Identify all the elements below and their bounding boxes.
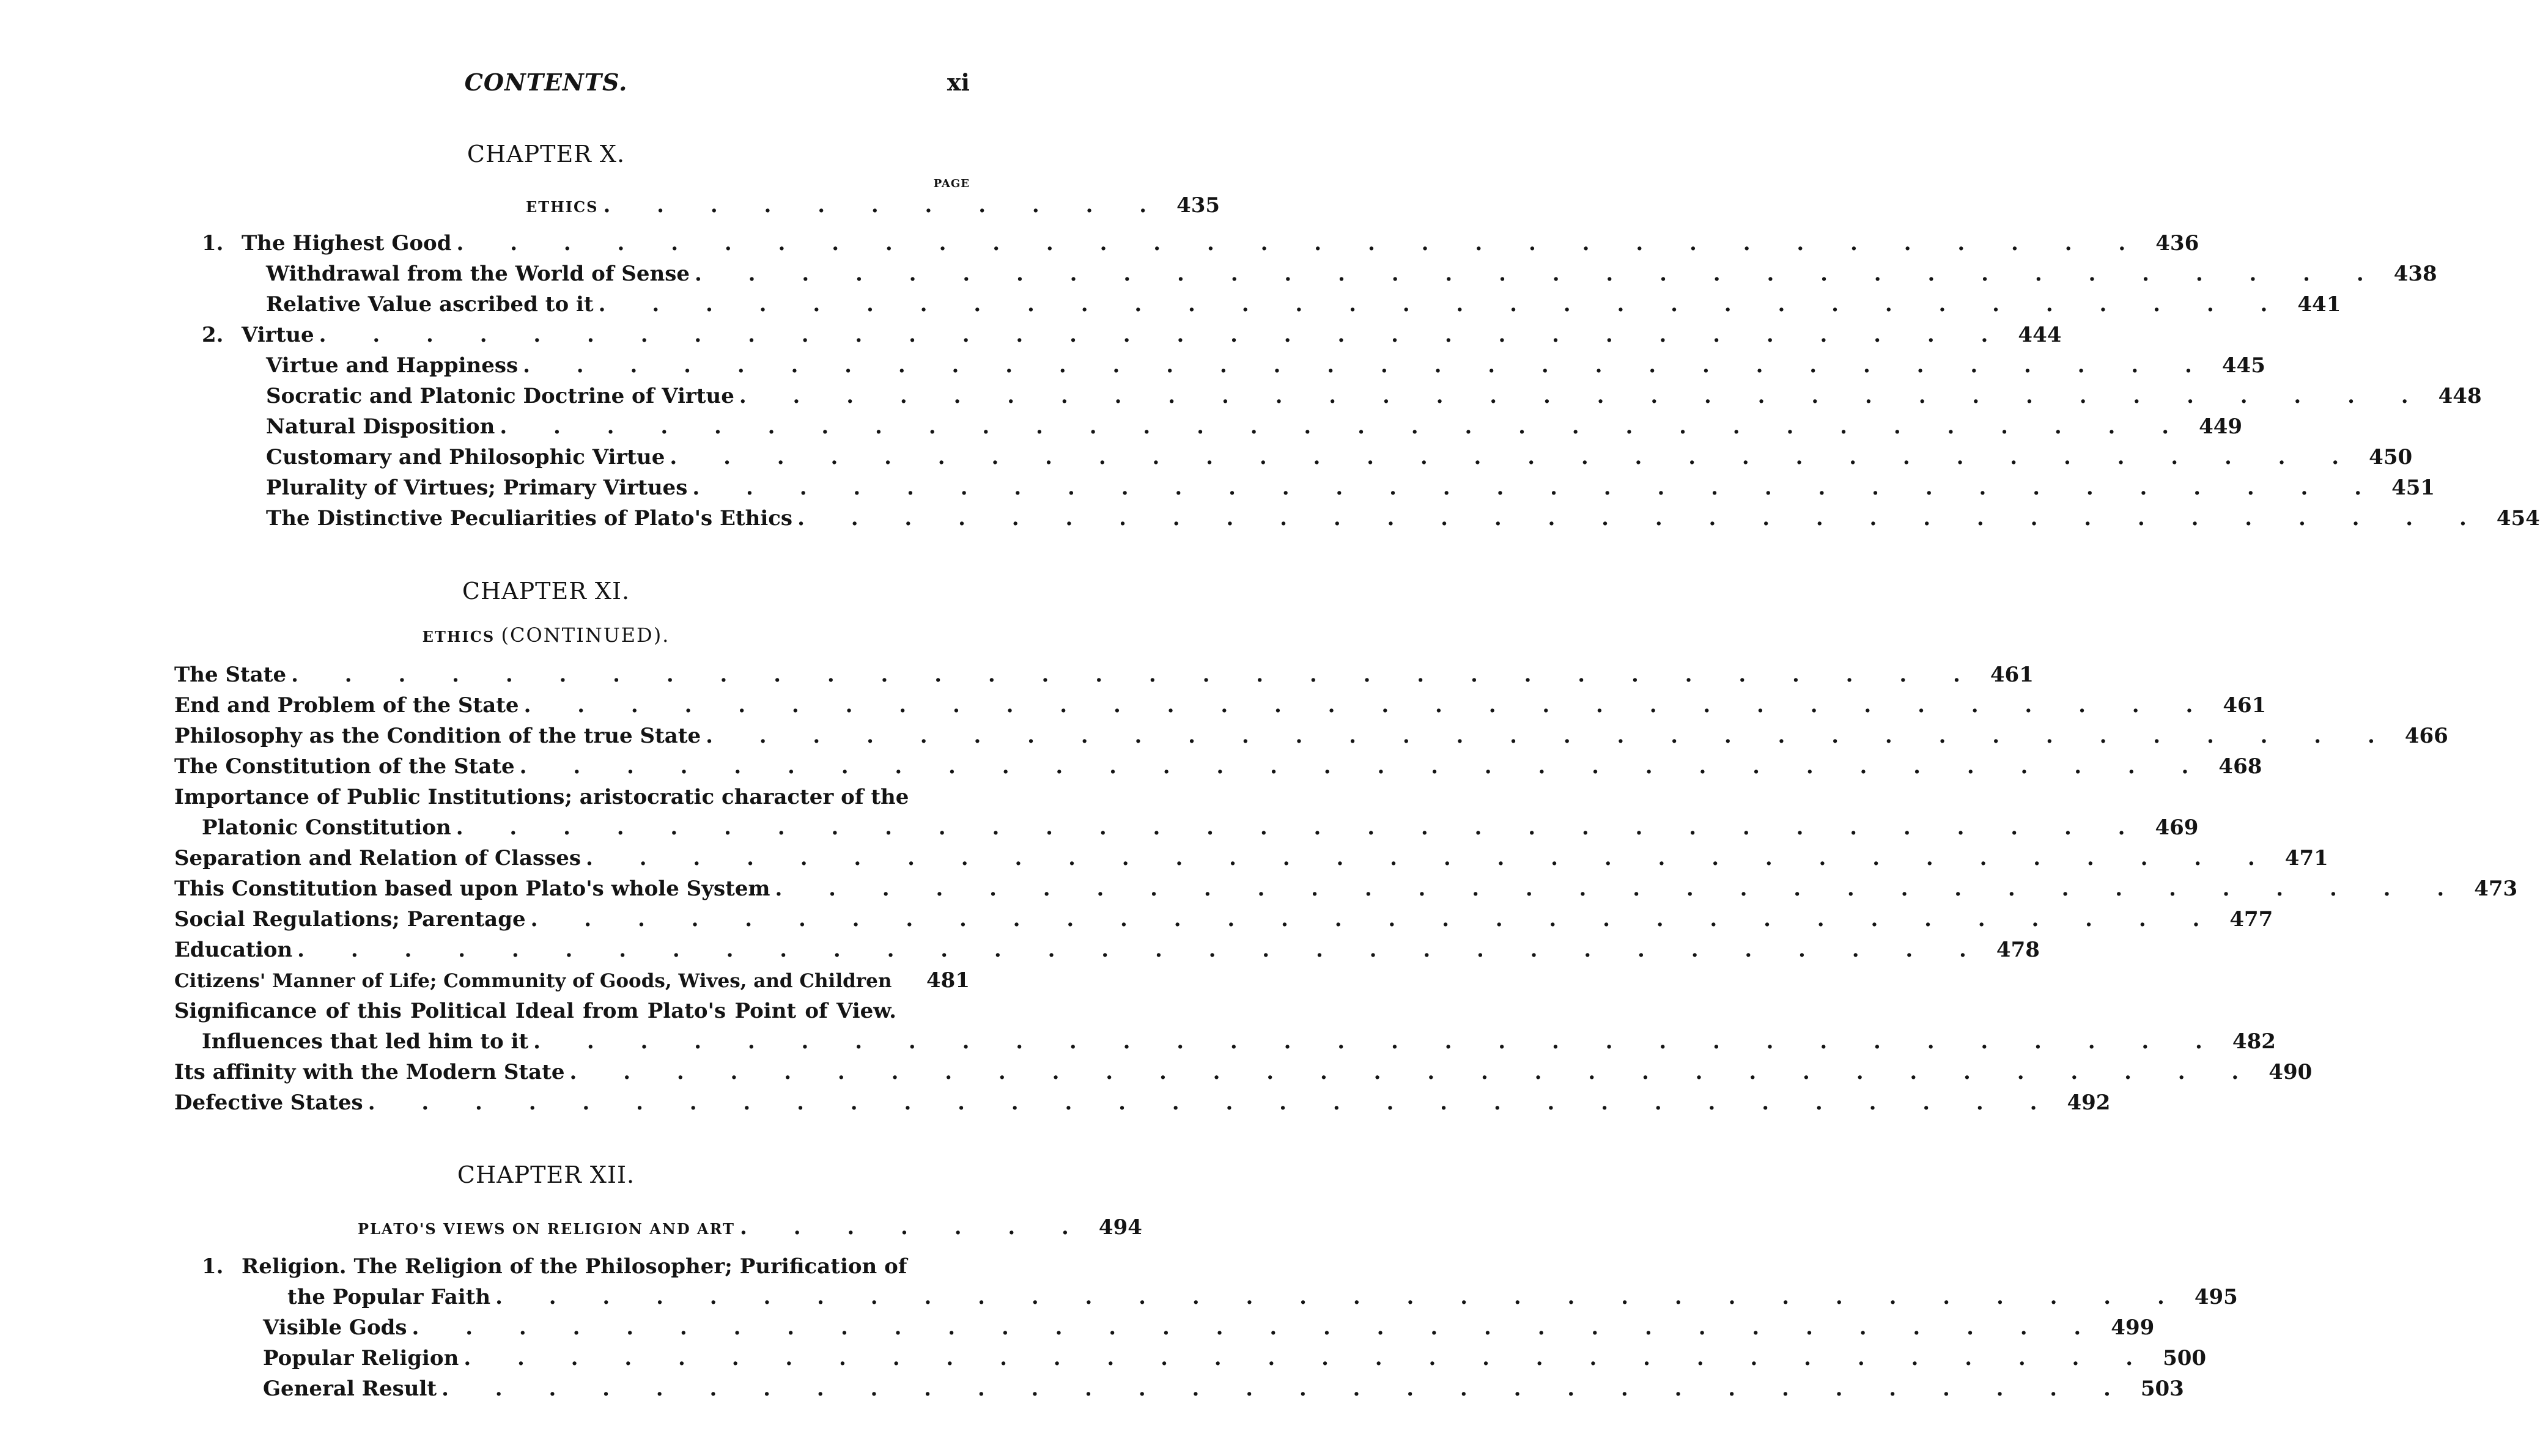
toc-entry [266, 502, 2540, 534]
leader-dots: . . . . . . . . . . . . . . . . . . . . . . . . . . . . . . . . [441, 1377, 2130, 1401]
page-ref: 503 [2140, 1377, 2184, 1401]
toc-entry [266, 350, 2265, 381]
page-ref: 471 [2284, 846, 2328, 870]
toc-entry [202, 1026, 2276, 1057]
page-ref: 438 [2393, 262, 2437, 286]
toc-entry [202, 319, 2062, 351]
entry-title: Virtue [242, 323, 314, 347]
leader-dots: . . . . . . . . . . . . . . . . . . . . . . . . . . . . . . . . [523, 353, 2212, 378]
page-ref: 492 [2067, 1090, 2111, 1115]
entry-title: Virtue and Happiness [266, 353, 519, 378]
entry-title: End and Problem of the State [174, 693, 519, 718]
chapter-subtitle-text: ETHICS [422, 628, 495, 645]
page-ref: 435 [1176, 193, 1220, 218]
entry-title-first-line: Religion. The Religion of the Philosopher; Purification of [242, 1254, 907, 1279]
page-ref: 468 [2218, 754, 2262, 779]
toc-entry [174, 1056, 2313, 1088]
page-ref: 473 [2474, 877, 2518, 901]
leader-dots: . . . . . . . . . . . . . . . . . . . . . . . . . . . . . . . . [412, 1315, 2101, 1340]
chapter-subtitle: PLATO'S VIEWS ON RELIGION AND ART [358, 1220, 736, 1238]
toc-entry-first-line [202, 1251, 907, 1282]
entry-title: Natural Disposition [266, 414, 495, 439]
entry-title: Plurality of Virtues; Primary Virtues [266, 476, 688, 500]
chapter-subtitle-paren: (CONTINUED). [501, 623, 670, 647]
page-ref: 469 [2155, 815, 2199, 840]
toc-entry [263, 1312, 2155, 1344]
page-ref: 441 [2297, 292, 2341, 317]
page-ref: 478 [1996, 938, 2040, 962]
page-ref: 445 [2221, 353, 2265, 378]
page-ref: 490 [2269, 1060, 2313, 1084]
leader-dots: . . . . . . . . . . . . . . . . . . . . . . . . . . . . . . . . [291, 663, 1980, 687]
leader-dots: . . . . . . . . . . . . . . . . . . . . . . . . . . . . . . . . [495, 1285, 2184, 1309]
entry-title: The Highest Good [242, 231, 452, 256]
leader-dots: . . . . . . . . . . . . . . . . . . . . . . . . . . . . . . . . [367, 1090, 2057, 1115]
leader-dots: . . . . . . . . . . . . . . . . . . . . . . . . . . . . . . . . [670, 445, 2359, 469]
page-ref: 482 [2232, 1029, 2276, 1054]
toc-entry [266, 289, 2341, 320]
entry-title: Socratic and Platonic Doctrine of Virtue [266, 384, 734, 408]
page-column-label: PAGE [933, 177, 970, 190]
entry-title: General Result [263, 1377, 437, 1401]
toc-entry [358, 1211, 1142, 1243]
entry-title: Relative Value ascribed to it [266, 292, 594, 317]
entry-title: Philosophy as the Condition of the true State [174, 724, 701, 748]
page-ref: 454 [2496, 506, 2540, 531]
page-ref: 477 [2229, 907, 2273, 932]
toc-entry [266, 380, 2482, 412]
leader-dots: . . . . . . . . . . . . . . . . . . . . . . . . . . . . . . . . [533, 1029, 2222, 1054]
page-ref: 494 [1098, 1215, 1142, 1240]
page-ref: 450 [2369, 445, 2413, 469]
entry-title: Its affinity with the Modern State [174, 1060, 565, 1084]
toc-entry [174, 873, 2518, 905]
toc-entry [526, 189, 1220, 221]
entry-title: This Constitution based upon Plato's whole System [174, 877, 770, 901]
toc-entry [174, 903, 2273, 935]
entry-title: Influences that led him to it [202, 1029, 529, 1054]
leader-dots: . . . . . . . . . . . . . . . . . . . . . . . . . . . . . . . . [569, 1060, 2259, 1084]
leader-dots: . . . . . . . . . . . . . . . . . . . . . . . . . . . . . . . . [463, 1346, 2153, 1370]
leader-dots: . . . . . . . . . . . . . . . . . . . . . . . . . . . . . . . . [456, 815, 2145, 840]
toc-entry [263, 1373, 2184, 1405]
page-ref: 461 [1990, 663, 2034, 687]
page-ref: 499 [2111, 1315, 2155, 1340]
page-ref: 444 [2018, 323, 2062, 347]
entry-number: 1. [202, 231, 224, 256]
chapter-heading: CHAPTER XI. [462, 578, 630, 605]
chapter-subtitle [0, 623, 1092, 647]
page-ref: 448 [2438, 384, 2482, 408]
leader-dots: . . . . . . . . . . . . . . . . . . . . . . . . . . . . . . . . [297, 938, 1986, 962]
leader-dots: . . . . . . . . . . . . . . . . . . . . . . . . . . . . . . . . [500, 414, 2189, 439]
leader-dots: . . . . . . . . . . . . . . . . . . . . . . . . . . . . . . . . [519, 754, 2209, 779]
leader-dots: . . . . . . . . . . . . . . . . . . . . . . . . . . . . . . . . [739, 384, 2428, 408]
entry-title: Citizens' Manner of Life; Community of Goods, Wives, and Children [174, 970, 892, 992]
entry-title: The Distinctive Peculiarities of Plato's Ethics [266, 506, 793, 531]
entry-title: The Constitution of the State [174, 754, 515, 779]
toc-entry [174, 1087, 2111, 1119]
leader-dots: . . . . . . . [740, 1215, 1088, 1240]
entry-title: Education [174, 938, 293, 962]
page-ref: 466 [2404, 724, 2448, 748]
page-ref: 461 [2223, 693, 2267, 718]
toc-entry [202, 812, 2199, 844]
toc-entry [174, 965, 970, 996]
toc-entry [266, 411, 2243, 443]
leader-dots: . . . . . . . . . . . . . . . . . . . . . . . . . . . . . . . . [797, 506, 2486, 531]
toc-entry [174, 720, 2448, 752]
entry-title: the Popular Faith [287, 1285, 491, 1309]
entry-title: Platonic Constitution [202, 815, 451, 840]
toc-entry [266, 441, 2413, 473]
page-ref: 449 [2199, 414, 2243, 439]
leader-dots: . . . . . . . . . . . . . . . . . . . . . . . . . . . . . . . . [692, 476, 2382, 500]
toc-entry [174, 659, 2034, 691]
entry-title: The State [174, 663, 287, 687]
chapter-heading: CHAPTER XII. [457, 1161, 635, 1188]
entry-title: Popular Religion [263, 1346, 459, 1370]
leader-dots: . . . . . . . . . . . . . . . . . . . . . . . . . . . . . . . . [706, 724, 2394, 748]
toc-entry-first-line: Significance of this Political Ideal from Plato's Point of View. [174, 999, 896, 1023]
leader-dots: . . . . . . . . . . . . . . . . . . . . . . . . . . . . . . . . [530, 907, 2220, 932]
page-ref: 451 [2391, 476, 2435, 500]
entry-title: Social Regulations; Parentage [174, 907, 526, 932]
leader-dots: . . . . . . . . . . . . . . . . . . . . . . . . . . . . . . . . [775, 877, 2464, 901]
toc-entry [263, 1342, 2207, 1374]
leader-dots: . . . . . . . . . . . . . . . . . . . . . . . . . . . . . . . . [694, 262, 2383, 286]
entry-title: Withdrawal from the World of Sense [266, 262, 690, 286]
toc-entry [174, 689, 2267, 721]
toc-entry [287, 1281, 2238, 1313]
toc-entry [174, 934, 2040, 966]
toc-entry [266, 258, 2437, 290]
toc-entry [174, 842, 2328, 874]
entry-number: 1. [202, 1254, 224, 1279]
leader-dots: . . . . . . . . . . . . . . . . . . . . . . . . . . . . . . . . [523, 693, 2213, 718]
leader-dots: . . . . . . . . . . . . . . . . . . . . . . . . . . . . . . . . [586, 846, 2275, 870]
page-ref: 436 [2155, 231, 2199, 256]
entry-title: Customary and Philosophic Virtue [266, 445, 665, 469]
leader-dots: . . . . . . . . . . . [603, 193, 1167, 218]
page-ref: 481 [926, 968, 970, 993]
leader-dots: . . . . . . . . . . . . . . . . . . . . . . . . . . . . . . . . [319, 323, 2008, 347]
entry-title: Separation and Relation of Classes [174, 846, 581, 870]
entry-number: 2. [202, 323, 224, 347]
page-number: xi [947, 68, 970, 96]
entry-title: Defective States [174, 1090, 363, 1115]
leader-dots: . . . . . . . . . . . . . . . . . . . . . . . . . . . . . . . . [456, 231, 2146, 256]
toc-entry [174, 751, 2262, 782]
chapter-subtitle: ETHICS [526, 198, 599, 216]
toc-entry-first-line: Importance of Public Institutions; aristocratic character of the [174, 785, 909, 809]
running-head-title: CONTENTS. [464, 68, 628, 96]
page-ref: 495 [2194, 1285, 2238, 1309]
leader-dots: . . . . . . . . . . . . . . . . . . . . . . . . . . . . . . . . [598, 292, 2287, 317]
toc-entry [266, 472, 2435, 504]
toc-entry [202, 227, 2199, 259]
entry-title: Visible Gods [263, 1315, 407, 1340]
page-ref: 500 [2163, 1346, 2207, 1370]
chapter-heading: CHAPTER X. [467, 141, 626, 167]
